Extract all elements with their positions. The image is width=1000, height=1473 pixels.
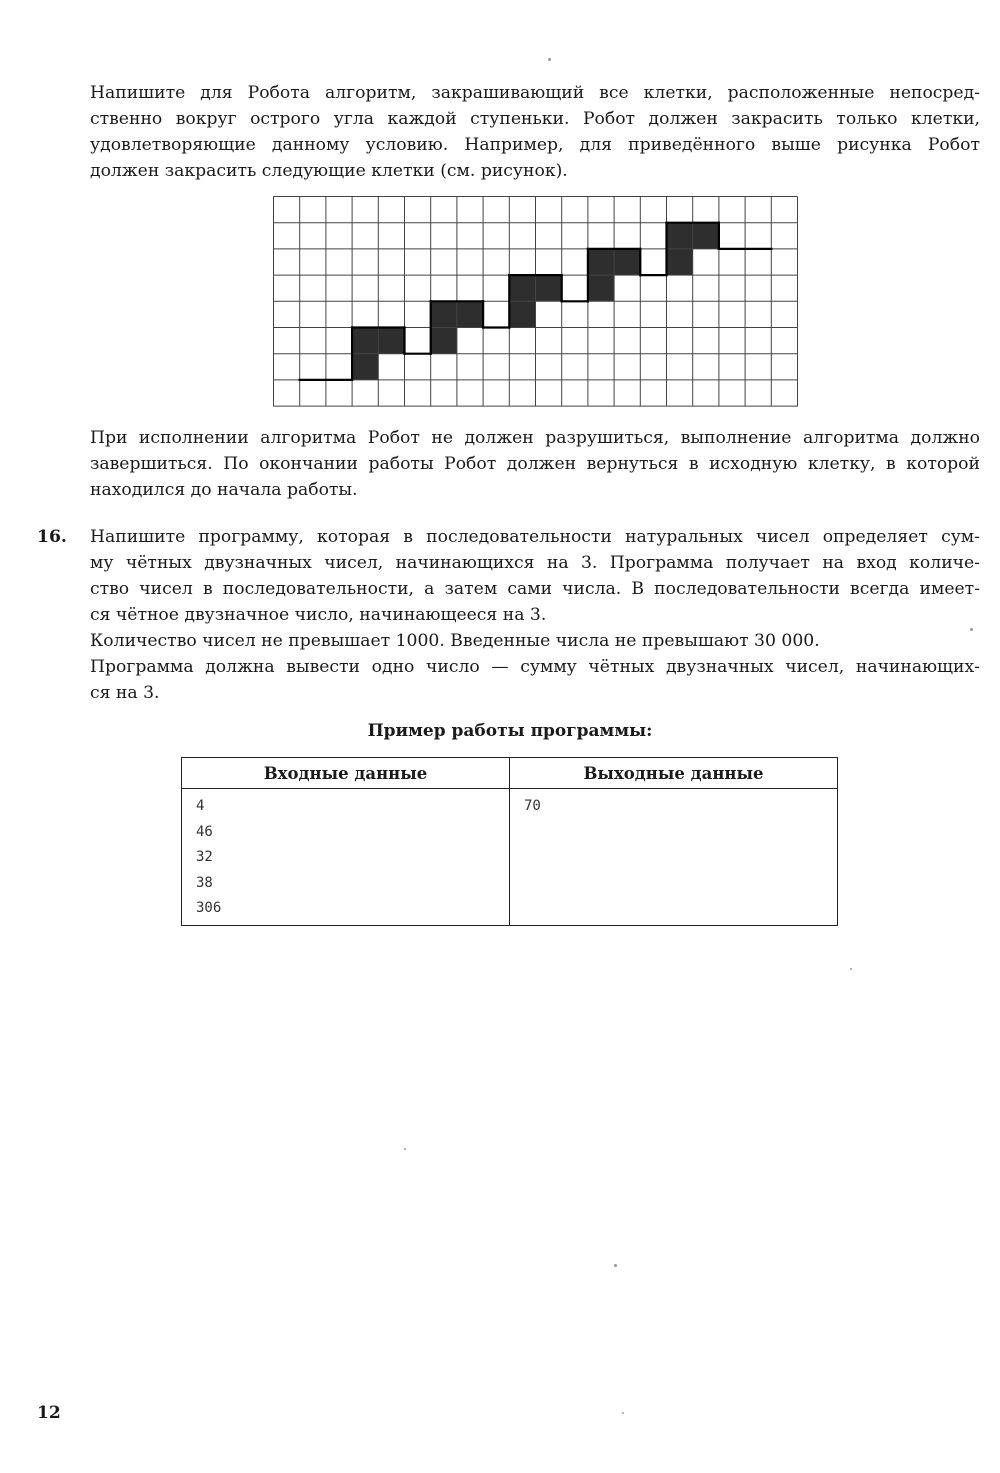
shaded-cell <box>614 249 640 275</box>
after-line: находился до начала работы. <box>90 480 358 500</box>
task-line: Напишите программу, которая в последовательности натуральных чисел определяет сум- <box>90 527 980 547</box>
shaded-cell <box>509 275 535 301</box>
task-line: ство чисел в последовательности, а затем сами числа. В последовательности всегда имеет- <box>90 579 980 599</box>
shaded-cell <box>352 354 378 380</box>
shaded-cell <box>667 223 693 249</box>
task-line: Программа должна вывести одно число — сумму чётных двузначных чисел, начинающих- <box>90 657 980 677</box>
output-cell <box>510 789 838 926</box>
scan-speck <box>970 628 973 631</box>
shaded-cell <box>431 328 457 354</box>
task-line: му чётных двузначных чисел, начинающихся на 3. Программа получает на вход количе- <box>90 553 980 573</box>
input-value: 46 <box>196 823 213 840</box>
task-line: ся на 3. <box>90 683 160 703</box>
scan-speck <box>850 968 852 970</box>
shaded-cell <box>588 249 614 275</box>
task-line: Количество чисел не превышает 1000. Введенные числа не превышают 30 000. <box>90 631 820 651</box>
task-line: ся чётное двузначное число, начинающееся на 3. <box>90 605 547 625</box>
intro-line: должен закрасить следующие клетки (см. рисунок). <box>90 161 568 181</box>
shaded-cell <box>667 249 693 275</box>
shaded-cell <box>509 301 535 327</box>
shaded-cell <box>457 301 483 327</box>
intro-line: удовлетворяющие данному условию. Например, для приведённого выше рисунка Робот <box>90 135 980 155</box>
input-cell <box>182 789 510 926</box>
input-value: 32 <box>196 849 213 865</box>
robot-field-grid <box>273 196 799 412</box>
output-header: Выходные данные <box>510 758 838 789</box>
example-title: Пример работы программы: <box>367 721 653 741</box>
shaded-cell <box>378 328 404 354</box>
shaded-cell <box>536 275 562 301</box>
input-value: 38 <box>196 874 213 891</box>
scan-speck <box>622 1412 624 1414</box>
scan-speck <box>548 58 551 61</box>
shaded-cell <box>588 275 614 301</box>
output-value: 70 <box>524 798 541 814</box>
input-header: Входные данные <box>182 758 510 789</box>
after-line: завершиться. По окончании работы Робот должен вернуться в исходную клетку, в которой <box>90 454 980 474</box>
scan-speck <box>404 1148 406 1150</box>
shaded-cell <box>431 301 457 327</box>
after-paragraph <box>90 425 980 503</box>
shaded-cell <box>352 328 378 354</box>
task-number: 16. <box>37 527 67 547</box>
input-value: 306 <box>196 900 222 916</box>
task-16-text <box>90 524 980 706</box>
intro-line: ственно вокруг острого угла каждой ступеньки. Робот должен закрасить только клетки, <box>90 109 980 129</box>
intro-paragraph <box>90 80 980 184</box>
after-line: При исполнении алгоритма Робот не должен разрушиться, выполнение алгоритма должно <box>90 428 980 448</box>
intro-line: Напишите для Робота алгоритм, закрашивающий все клетки, расположенные непосред- <box>90 83 980 103</box>
scan-speck <box>614 1264 617 1267</box>
page-number: 12 <box>37 1403 61 1423</box>
input-value: 4 <box>196 798 205 814</box>
example-table <box>181 757 838 926</box>
shaded-cell <box>693 223 719 249</box>
